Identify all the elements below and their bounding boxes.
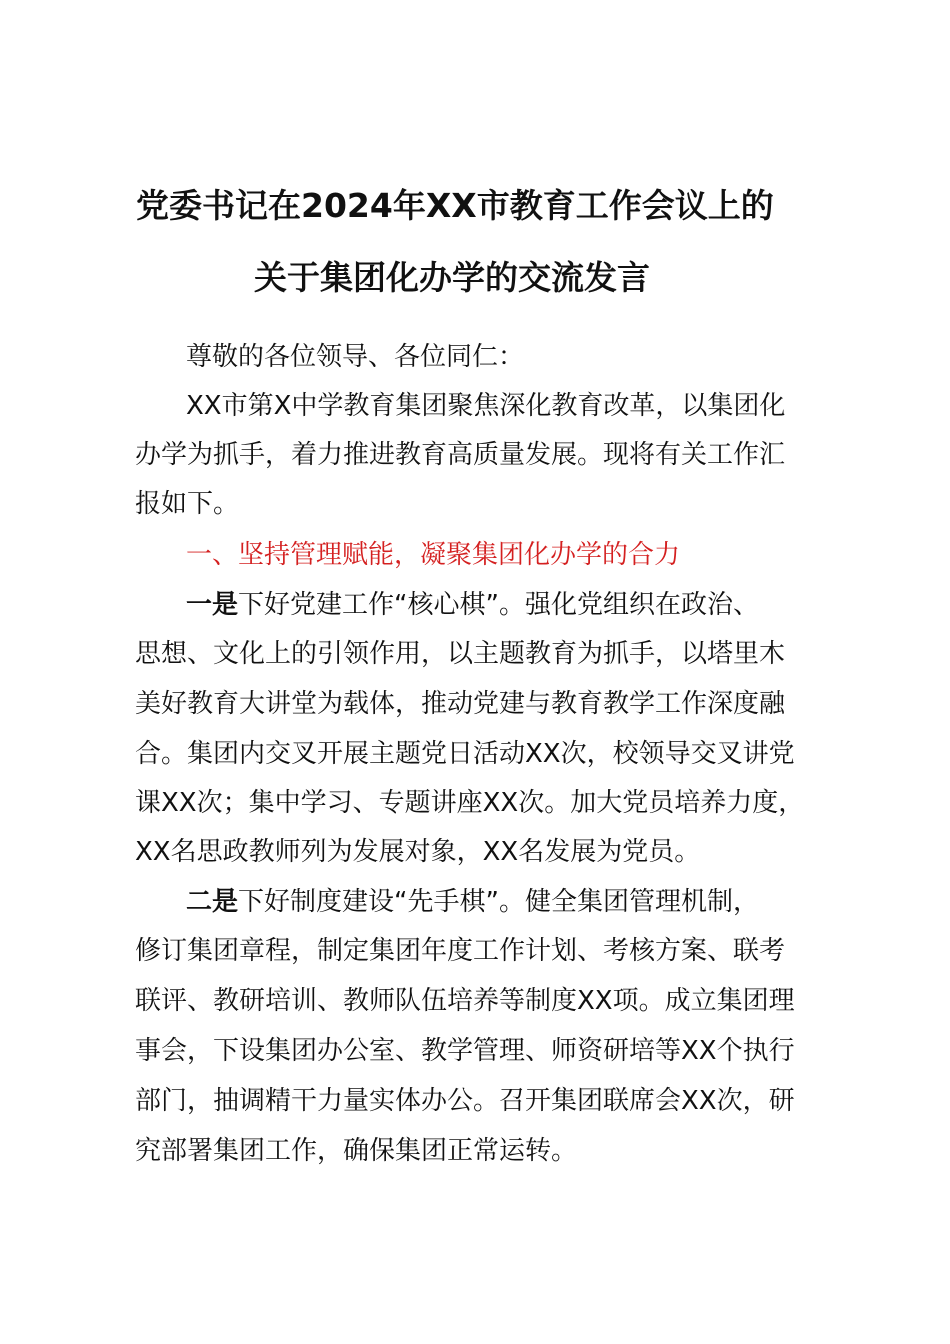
point-1-line-5: 课XX次；集中学习、专题讲座XX次。加大党员培养力度， <box>135 788 805 818</box>
point-1-lead: 一是 <box>186 590 239 620</box>
point-1-first-line-text: 下好党建工作“核心棋”。强化党组织在政治、 <box>238 590 759 620</box>
salutation: 尊敬的各位领导、各位同仁： <box>186 342 525 372</box>
document-title-line-1: 党委书记在2024年XX市教育工作会议上的 <box>136 186 774 225</box>
point-2-first-line <box>186 886 906 918</box>
intro-line-3: 报如下。 <box>135 489 240 519</box>
point-2-line-4: 事会，下设集团办公室、教学管理、师资研培等XX个执行 <box>135 1036 795 1066</box>
point-1-line-4: 合。集团内交叉开展主题党日活动XX次，校领导交叉讲党 <box>135 739 795 769</box>
point-1-line-6: XX名思政教师列为发展对象，XX名发展为党员。 <box>135 837 701 867</box>
intro-line-1: XX市第X中学教育集团聚焦深化教育改革，以集团化 <box>186 391 786 421</box>
point-1-first-line <box>186 589 906 621</box>
point-2-lead: 二是 <box>186 887 239 917</box>
point-2-line-3: 联评、教研培训、教师队伍培养等制度XX项。成立集团理 <box>135 986 795 1016</box>
document-title-line-2: 关于集团化办学的交流发言 <box>254 258 650 297</box>
section-1-heading: 一、坚持管理赋能，凝聚集团化办学的合力 <box>186 540 681 570</box>
point-1-line-2: 思想、文化上的引领作用，以主题教育为抓手，以塔里木 <box>135 639 786 669</box>
point-1-line-3: 美好教育大讲堂为载体，推动党建与教育教学工作深度融 <box>135 689 786 719</box>
point-2-line-6: 究部署集团工作，确保集团正常运转。 <box>135 1136 578 1166</box>
point-2-line-5: 部门，抽调精干力量实体办公。召开集团联席会XX次，研 <box>135 1086 795 1116</box>
point-2-line-2: 修订集团章程，制定集团年度工作计划、考核方案、联考 <box>135 936 786 966</box>
intro-line-2: 办学为抓手，着力推进教育高质量发展。现将有关工作汇 <box>135 440 786 470</box>
point-2-first-line-text: 下好制度建设“先手棋”。健全集团管理机制， <box>238 887 759 917</box>
